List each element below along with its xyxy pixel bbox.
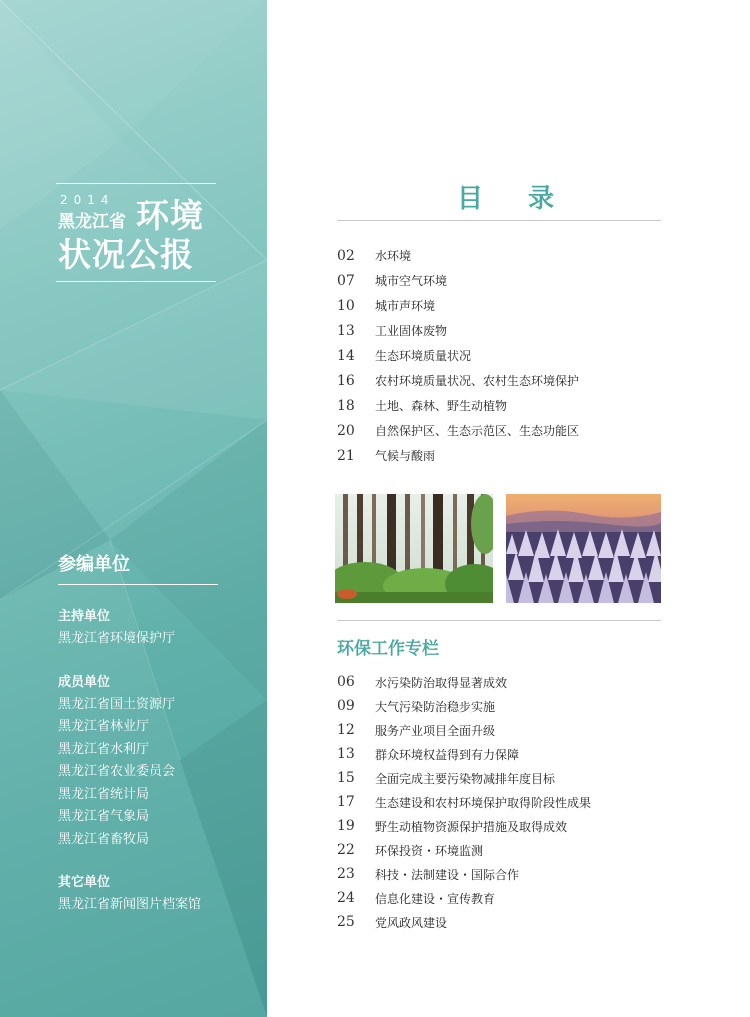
column-page: 09 (337, 698, 355, 714)
winter-forest-photo (506, 494, 661, 603)
group-item: 黑龙江省国土资源厅 (58, 696, 176, 712)
column-page: 13 (337, 746, 355, 762)
logo-rule-bottom (56, 281, 216, 282)
column-page: 24 (337, 890, 355, 906)
logo-rule-top (56, 183, 216, 184)
group-label: 成员单位 (58, 674, 111, 690)
column-text: 服务产业项目全面升级 (375, 723, 496, 738)
column-entry[interactable] (337, 766, 667, 790)
toc-entry[interactable] (337, 368, 667, 393)
toc-entry[interactable] (337, 393, 667, 418)
column-page: 19 (337, 818, 355, 834)
toc-entry[interactable] (337, 343, 667, 368)
column-divider (337, 620, 661, 621)
toc-entry[interactable] (337, 293, 667, 318)
group-item: 黑龙江省环境保护厅 (58, 631, 176, 646)
column-entry[interactable] (337, 814, 667, 838)
group-item: 黑龙江省统计局 (58, 786, 150, 802)
column-entry[interactable] (337, 670, 667, 694)
toc-entry[interactable] (337, 243, 667, 268)
toc-page: 16 (337, 372, 355, 389)
toc-list (337, 243, 667, 468)
contributors-block (58, 550, 218, 917)
column-list (337, 670, 667, 934)
column-entry[interactable] (337, 718, 667, 742)
column-text: 群众环境权益得到有力保障 (375, 747, 520, 762)
title-environment: 环境 (136, 196, 204, 235)
toc-page: 02 (337, 247, 355, 264)
column-page: 25 (337, 914, 355, 930)
toc-page: 21 (337, 447, 355, 464)
column-text: 党风政风建设 (375, 915, 448, 930)
group-item: 黑龙江省新闻图片档案馆 (58, 897, 202, 912)
toc-text: 自然保护区、生态示范区、生态功能区 (375, 424, 580, 438)
toc-text: 工业固体废物 (375, 324, 448, 338)
toc-page: 18 (337, 397, 355, 414)
column-text: 大气污染防治稳步实施 (375, 699, 496, 714)
toc-entry[interactable] (337, 443, 667, 468)
column-page: 15 (337, 770, 355, 786)
column-entry[interactable] (337, 886, 667, 910)
toc-text: 气候与酸雨 (375, 449, 436, 463)
toc-title: 目 录 (457, 184, 573, 214)
group-item: 黑龙江省林业厅 (58, 719, 150, 734)
toc-page: 07 (337, 272, 355, 289)
province-name: 黑龙江省 (58, 212, 126, 232)
column-page: 22 (337, 842, 355, 858)
column-entry[interactable] (337, 694, 667, 718)
toc-page: 20 (337, 422, 355, 439)
contents-page (267, 0, 750, 1017)
column-text: 生态建设和农村环境保护取得阶段性成果 (375, 795, 592, 810)
column-entry[interactable] (337, 790, 667, 814)
column-text: 信息化建设・宣传教育 (375, 891, 496, 906)
toc-entry[interactable] (337, 418, 667, 443)
column-text: 野生动植物资源保护措施及取得成效 (375, 819, 568, 834)
forest-photo (335, 494, 493, 603)
group-item: 黑龙江省气象局 (58, 809, 150, 824)
group-item: 黑龙江省农业委员会 (58, 764, 176, 779)
toc-page: 13 (337, 322, 355, 339)
toc-text: 城市声环境 (375, 299, 436, 313)
column-page: 17 (337, 794, 355, 810)
toc-text: 水环境 (375, 249, 412, 263)
toc-text: 土地、森林、野生动植物 (375, 399, 508, 413)
toc-entry[interactable] (337, 268, 667, 293)
column-entry[interactable] (337, 838, 667, 862)
column-page: 23 (337, 866, 355, 882)
column-text: 科技・法制建设・国际合作 (375, 867, 520, 882)
column-title: 环保工作专栏 (337, 639, 439, 659)
column-entry[interactable] (337, 862, 667, 886)
toc-text: 生态环境质量状况 (375, 349, 472, 363)
column-text: 环保投资・环境监测 (375, 843, 484, 858)
toc-text: 农村环境质量状况、农村生态环境保护 (375, 374, 580, 388)
group-item: 黑龙江省畜牧局 (58, 831, 150, 847)
group-item: 黑龙江省水利厅 (58, 741, 150, 757)
column-page: 12 (337, 722, 355, 738)
toc-entry[interactable] (337, 318, 667, 343)
column-entry[interactable] (337, 910, 667, 934)
toc-page: 14 (337, 347, 355, 364)
column-page: 06 (337, 674, 355, 690)
contributors-heading: 参编单位 (58, 550, 218, 585)
toc-divider (337, 220, 661, 221)
toc-page: 10 (337, 297, 355, 314)
column-text: 水污染防治取得显著成效 (375, 675, 508, 690)
toc-text: 城市空气环境 (375, 274, 448, 288)
report-year: 2014 (60, 193, 115, 207)
group-label: 其它单位 (58, 875, 111, 890)
column-entry[interactable] (337, 742, 667, 766)
title-bulletin: 状况公报 (58, 235, 194, 274)
group-label: 主持单位 (58, 609, 111, 624)
column-text: 全面完成主要污染物减排年度目标 (375, 771, 556, 786)
cover-panel (0, 0, 267, 1017)
